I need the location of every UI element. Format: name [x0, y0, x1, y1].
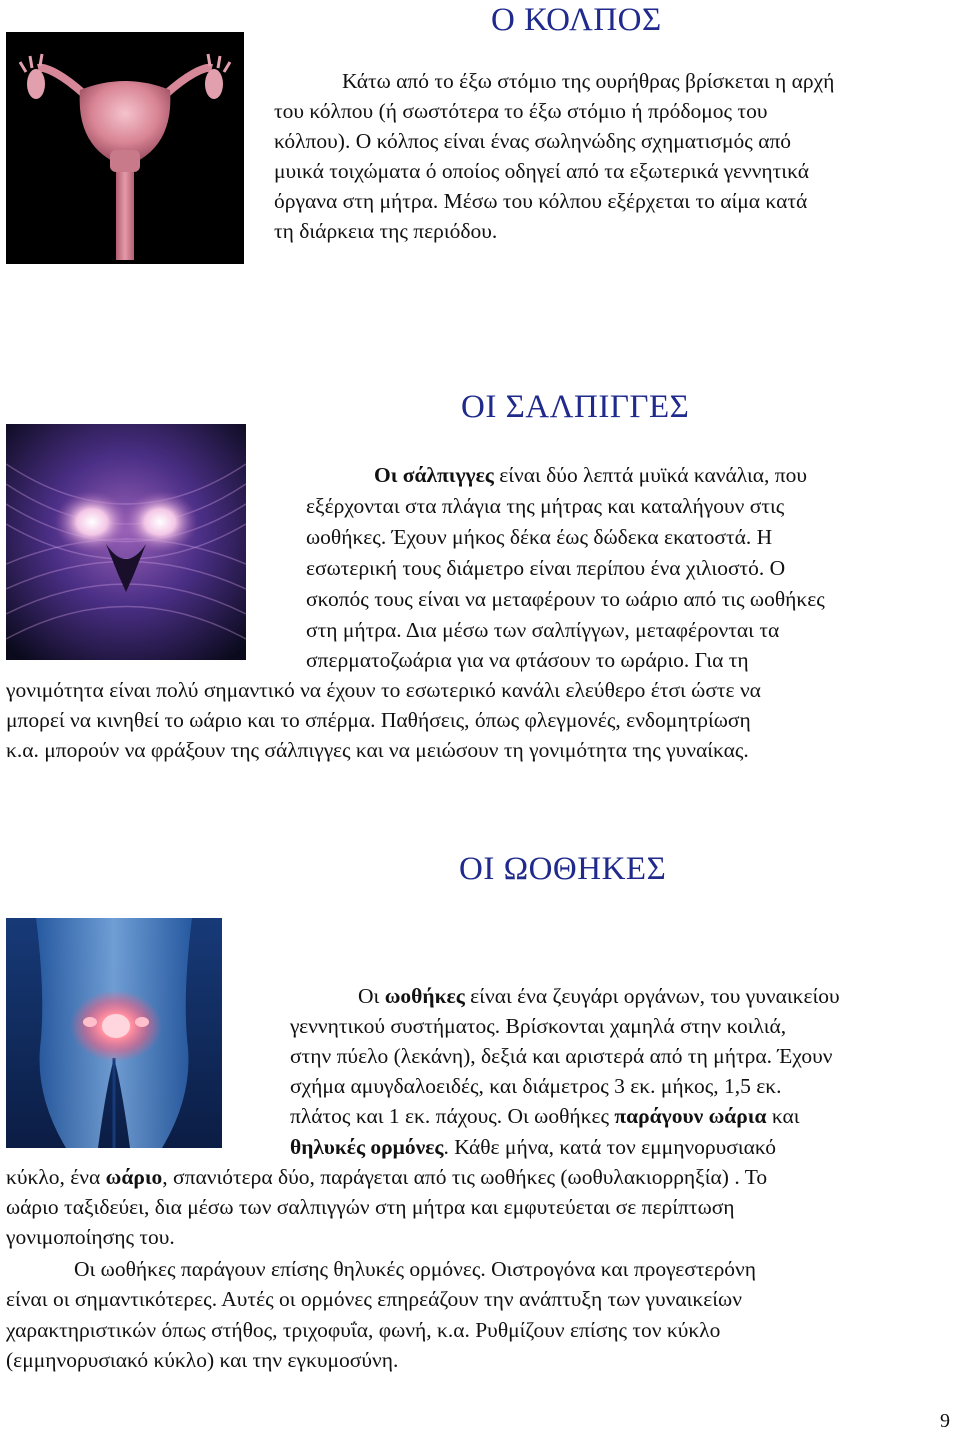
kolpos-line-5: όργανα στη μήτρα. Μέσω του κόλπου εξέρχεται το αίμα κατά [274, 189, 808, 213]
salpigges-line-7: σπερματοζωάρια για να φτάσουν το ωράριο. Για τη [306, 648, 749, 672]
oothikes-line-1-c: είναι ένα ζευγάρι οργάνων, του γυναικείου [464, 984, 840, 1008]
uterus-illustration [6, 32, 244, 264]
salpigges-line-3: ωοθήκες. Έχουν μήκος δέκα έως δώδεκα εκατοστά. Η [306, 525, 773, 549]
page-number: 9 [940, 1410, 950, 1432]
heading-oothikes: ΟΙ ΩΟΘΗΚΕΣ [459, 851, 667, 887]
salpigges-line-2: εξέρχονται στα πλάγια της μήτρας και καταλήγουν στις [306, 494, 785, 518]
oothikes-line-12: χαρακτηριστικών όπως στήθος, τριχοφυΐα, φωνή, κ.α. Ρυθμίζουν επίσης τον κύκλο [6, 1318, 721, 1342]
oothikes-bold-hormones: θηλυκές ορμόνες [290, 1135, 444, 1159]
oothikes-line-7-c: , σπανιότερα δύο, παράγεται από τις ωοθήκες (ωοθυλακιορρηξία) . Το [162, 1165, 768, 1189]
oothikes-line-2: γεννητικού συστήματος. Βρίσκονται χαμηλά στην κοιλιά, [290, 1014, 787, 1038]
oothikes-line-5 [290, 1101, 800, 1131]
salpigges-line-5: σκοπός τους είναι να μεταφέρουν το ωάριο από τις ωοθήκες [306, 587, 825, 611]
kolpos-line-2: του κόλπου (ή σωστότερα το έξω στόμιο ή πρόδομος του [274, 99, 768, 123]
oothikes-line-11: είναι οι σημαντικότερες. Αυτές οι ορμόνες επηρεάζουν την ανάπτυξη των γυναικείων [6, 1287, 742, 1311]
oothikes-line-1-a: Οι [358, 984, 385, 1008]
oothikes-bold-term: ωοθήκες [384, 984, 465, 1008]
oothikes-line-10: Οι ωοθήκες παράγουν επίσης θηλυκές ορμόνες. Οιστρογόνα και προγεστερόνη [74, 1257, 757, 1281]
kolpos-line-4: μυικά τοιχώματα ό οποίος οδηγεί από τα εξωτερικά γεννητικά [274, 159, 809, 183]
salpigges-line-6: στη μήτρα. Δια μέσω των σαλπίγγων, μεταφέρονται τα [306, 618, 780, 642]
oothikes-line-13: (εμμηνορυσιακό κύκλο) και την εγκυμοσύνη. [6, 1348, 399, 1372]
oothikes-bold-ovum: ωάριο [105, 1165, 163, 1189]
ovaries-illustration [6, 918, 222, 1148]
salpigges-line-1-rest: είναι δύο λεπτά μυϊκά κανάλια, που [493, 463, 808, 487]
oothikes-line-6-b: . Κάθε μήνα, κατά τον εμμηνορυσιακό [443, 1135, 777, 1159]
salpigges-line-1 [374, 460, 807, 490]
oothikes-line-9: γονιμοποίησης του. [6, 1225, 175, 1249]
oothikes-line-5-a: πλάτος και 1 εκ. πάχους. Οι ωοθήκες [290, 1104, 615, 1128]
fallopian-tubes-illustration [6, 424, 246, 660]
salpigges-line-4: εσωτερική τους διάμετρο είναι περίπου ένα χιλιοστό. Ο [306, 556, 786, 580]
salpigges-line-10: κ.α. μπορούν να φράξουν της σάλπιγγες και να μειώσουν τη γονιμότητα της γυναίκας. [6, 738, 749, 762]
kolpos-line-6: τη διάρκεια της περιόδου. [274, 219, 498, 243]
oothikes-line-1 [358, 981, 840, 1011]
kolpos-line-3: κόλπου). Ο κόλπος είναι ένας σωληνώδης σχηματισμός από [274, 129, 792, 153]
salpigges-line-8: γονιμότητα είναι πολύ σημαντικό να έχουν το εσωτερικό κανάλι ελεύθερο έτσι ώστε να [6, 678, 761, 702]
heading-salpigges: ΟΙ ΣΑΛΠΙΓΓΕΣ [461, 389, 690, 425]
heading-kolpos: Ο ΚΟΛΠΟΣ [491, 2, 662, 38]
oothikes-line-3: στην πύελο (λεκάνη), δεξιά και αριστερά από τη μήτρα. Έχουν [290, 1044, 833, 1068]
salpigges-bold-term: Οι σάλπιγγες [374, 463, 494, 487]
kolpos-line-1: Κάτω από το έξω στόμιο της ουρήθρας βρίσκεται η αρχή [342, 69, 835, 93]
salpigges-line-9: μπορεί να κινηθεί το ωάριο και το σπέρμα. Παθήσεις, όπως φλεγμονές, ενδομητρίωση [6, 708, 751, 732]
oothikes-line-4: σχήμα αμυγδαλοειδές, και διάμετρος 3 εκ. μήκος, 1,5 εκ. [290, 1074, 782, 1098]
oothikes-line-7-a: κύκλο, ένα [6, 1165, 106, 1189]
oothikes-line-8: ωάριο ταξιδεύει, δια μέσω των σαλπιγγών στη μήτρα και εμφυτεύεται σε περίπτωση [6, 1195, 735, 1219]
oothikes-line-6 [290, 1132, 776, 1162]
oothikes-line-5-c: και [766, 1104, 800, 1128]
oothikes-line-7 [6, 1162, 767, 1192]
oothikes-bold-produce-ova: παράγουν ωάρια [614, 1104, 767, 1128]
